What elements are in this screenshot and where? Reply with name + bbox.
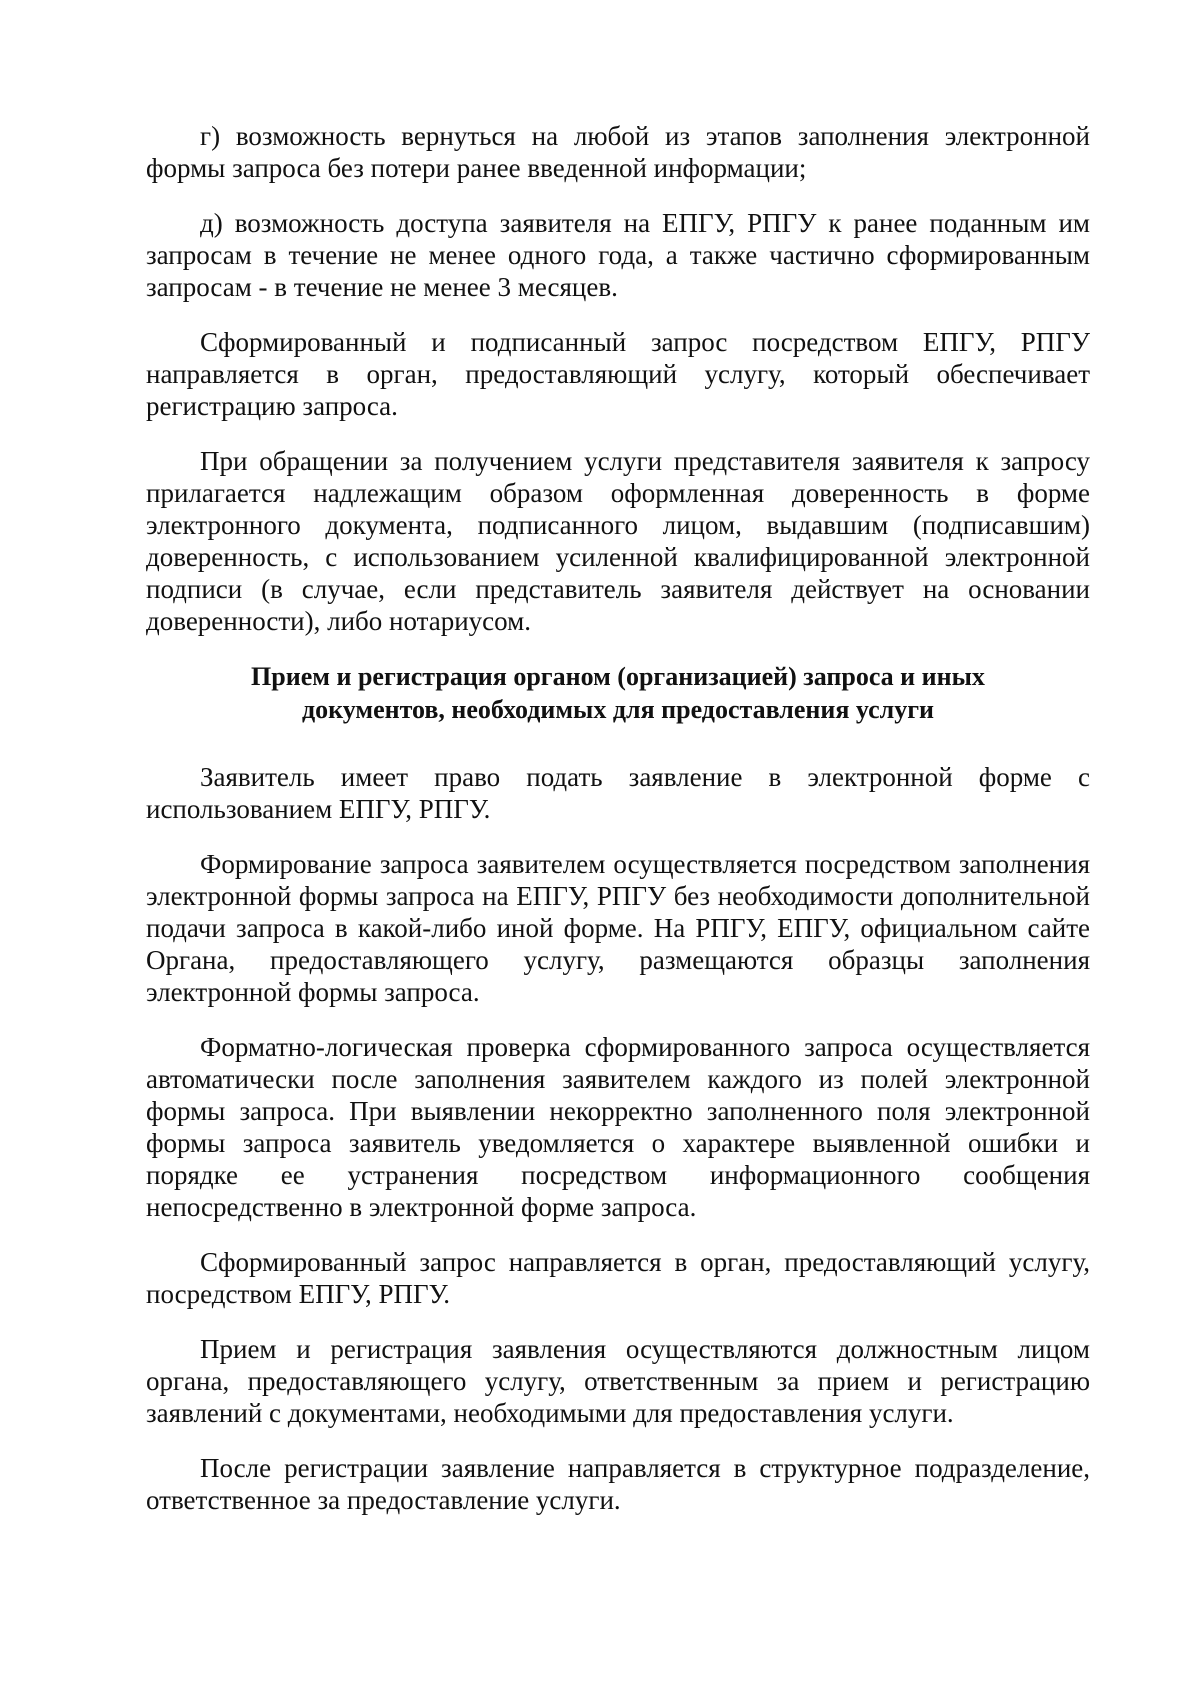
paragraph-after-registration: После регистрации заявление направляется в структурное подразделение, ответственное за предоставление услуги. — [146, 1453, 1090, 1515]
paragraph-access-requests: д) возможность доступа заявителя на ЕПГУ, РПГУ к ранее поданным им запросам в течение не менее одного года, а также частично сформированным запросам - в течение не менее 3 месяцев. — [146, 208, 1090, 302]
paragraph-registration: Прием и регистрация заявления осуществляются должностным лицом органа, предоставляющего услугу, ответственным за прием и регистрацию заявлений с документами, необходимыми для предоставления услуги. — [146, 1334, 1090, 1428]
paragraph-request-forming: Формирование запроса заявителем осуществляется посредством заполнения электронной формы запроса на ЕПГУ, РПГУ без необходимости дополнительной подачи запроса в какой-либо иной форме. На РПГУ, ЕПГУ, официальном сайте Органа, предоставляющего услугу, размещаются образцы заполнения электронной формы запроса. — [146, 849, 1090, 1007]
section-heading-line-1: Прием и регистрация органом (организацией) запроса и иных — [251, 662, 985, 691]
section-heading-line-2: документов, необходимых для предоставления услуги — [301, 695, 935, 724]
paragraph-representative: При обращении за получением услуги представителя заявителя к запросу прилагается надлежащим образом оформленная доверенность в форме электронного документа, подписанного лицом, выдавшим (подписавшим) доверенность, с использованием усиленной квалифицированной электронной подписи (в случае, если представитель заявителя действует на основании доверенности), либо нотариусом. — [146, 446, 1090, 636]
paragraph-request-sent: Сформированный запрос направляется в орган, предоставляющий услугу, посредством ЕПГУ, РПГУ. — [146, 1247, 1090, 1309]
section-heading — [146, 660, 1090, 726]
paragraph-applicant-right: Заявитель имеет право подать заявление в электронной форме с использованием ЕПГУ, РПГУ. — [146, 762, 1090, 824]
paragraph-format-check: Форматно-логическая проверка сформированного запроса осуществляется автоматически после заполнения заявителем каждого из полей электронной формы запроса. При выявлении некорректно заполненного поля электронной формы запроса заявитель уведомляется о характере выявленной ошибки и порядке ее устранения посредством информационного сообщения непосредственно в электронной форме запроса. — [146, 1032, 1090, 1222]
paragraph-signed-request: Сформированный и подписанный запрос посредством ЕПГУ, РПГУ направляется в орган, предоставляющий услугу, который обеспечивает регистрацию запроса. — [146, 327, 1090, 421]
paragraph-return-to-stage: г) возможность вернуться на любой из этапов заполнения электронной формы запроса без потери ранее введенной информации; — [146, 121, 1090, 183]
